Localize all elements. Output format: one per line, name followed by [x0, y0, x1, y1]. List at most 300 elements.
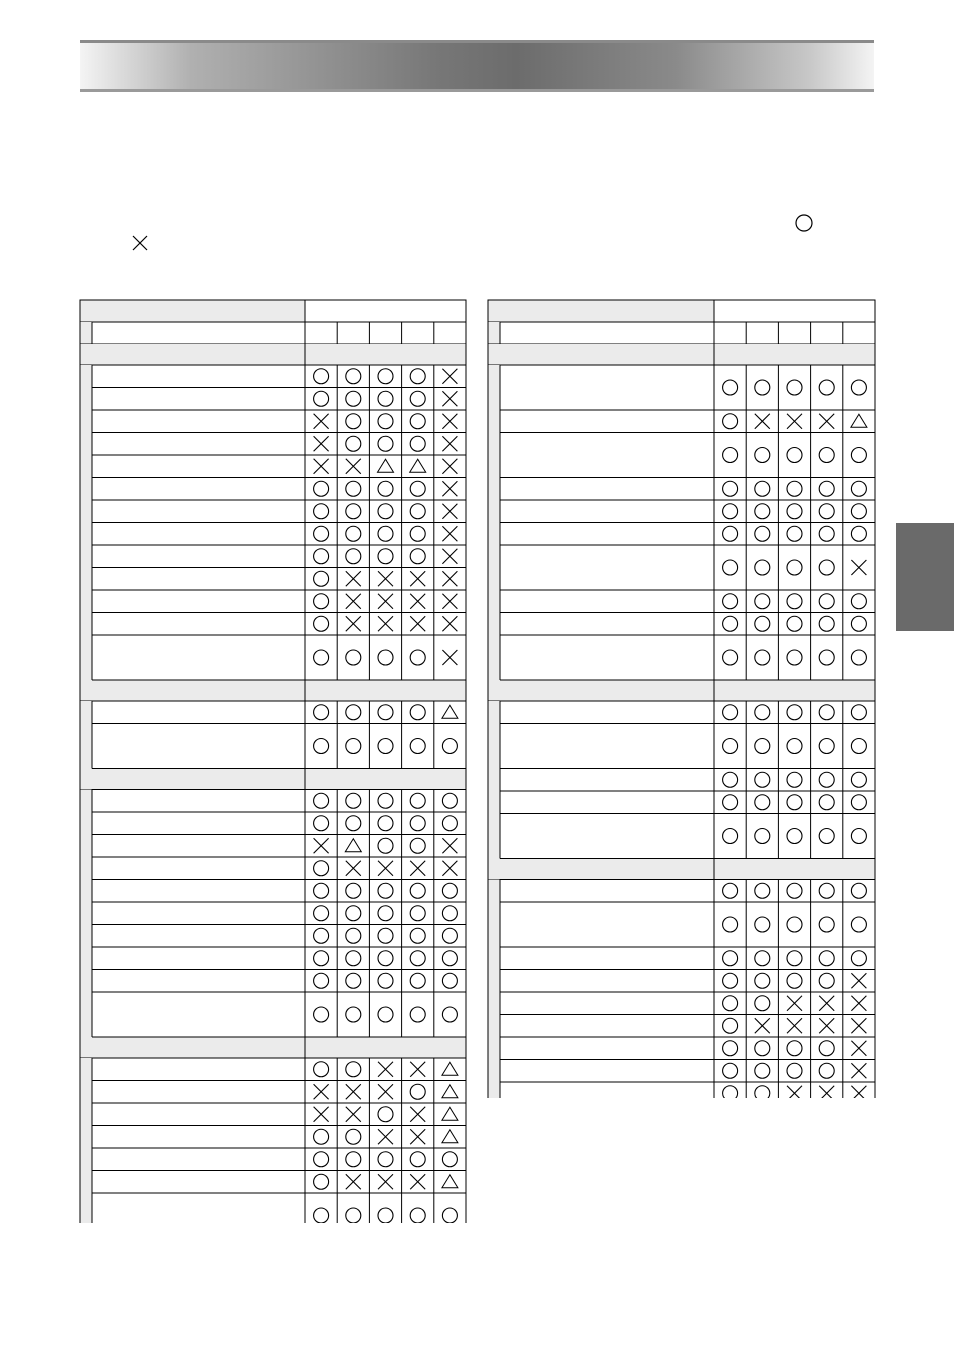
mark-circle-icon: [378, 973, 393, 988]
table-row: [500, 635, 875, 680]
row-label-cell: [500, 1082, 714, 1098]
table-row: [500, 590, 875, 613]
mark-circle-icon: [819, 526, 834, 541]
row-label-cell: [92, 388, 305, 411]
mark-circle-icon: [346, 1007, 361, 1022]
mark-circle-icon: [819, 973, 834, 988]
mark-circle-icon: [755, 594, 770, 609]
mark-circle-icon: [378, 391, 393, 406]
mark-cross-icon: [378, 1062, 393, 1077]
mark-circle-icon: [819, 560, 834, 575]
mark-circle-icon: [755, 883, 770, 898]
mark-circle-icon: [787, 650, 802, 665]
table-row: [500, 500, 875, 523]
mark-circle-icon: [346, 436, 361, 451]
section-header-band: [80, 680, 466, 701]
table-row: [500, 947, 875, 970]
row-label-cell: [92, 947, 305, 970]
mark-circle-icon: [723, 917, 738, 932]
mark-circle-icon: [410, 816, 425, 831]
mark-circle-icon: [314, 549, 329, 564]
mark-circle-icon: [346, 883, 361, 898]
mark-circle-icon: [723, 996, 738, 1011]
table-row: [500, 814, 875, 859]
table-row: [92, 701, 466, 724]
mark-circle-icon: [723, 560, 738, 575]
mark-circle-icon: [410, 650, 425, 665]
mark-circle-icon: [755, 650, 770, 665]
mark-circle-icon: [410, 793, 425, 808]
mark-circle-icon: [851, 650, 866, 665]
mark-circle-icon: [723, 1063, 738, 1078]
mark-circle-icon: [410, 928, 425, 943]
mark-triangle-icon: [378, 459, 394, 472]
mark-cross-icon: [442, 861, 457, 876]
mark-cross-icon: [851, 560, 866, 575]
mark-triangle-icon: [442, 1085, 458, 1098]
mark-cross-icon: [346, 459, 361, 474]
table-row: [500, 478, 875, 501]
mark-circle-icon: [819, 616, 834, 631]
mark-circle-icon: [787, 1063, 802, 1078]
mark-cross-icon: [410, 1174, 425, 1189]
row-label-cell: [92, 724, 305, 769]
mark-cross-icon: [787, 1086, 802, 1098]
mark-circle-icon: [442, 1007, 457, 1022]
mark-circle-icon: [819, 917, 834, 932]
mark-circle-icon: [378, 906, 393, 921]
mark-circle-icon: [314, 928, 329, 943]
row-label-cell: [500, 769, 714, 792]
table-row: [92, 1058, 466, 1081]
mark-circle-icon: [755, 1086, 770, 1098]
mark-circle-icon: [346, 369, 361, 384]
mark-circle-icon: [442, 973, 457, 988]
row-label-cell: [500, 970, 714, 993]
mark-circle-icon: [378, 793, 393, 808]
row-label-cell: [500, 701, 714, 724]
section-header-band: [80, 1037, 466, 1058]
mark-circle-icon: [314, 481, 329, 496]
row-label-cell: [92, 478, 305, 501]
mark-circle-icon: [314, 504, 329, 519]
mark-circle-icon: [851, 504, 866, 519]
mark-circle-icon: [723, 481, 738, 496]
row-label-cell: [92, 410, 305, 433]
row-label-cell: [500, 523, 714, 546]
mark-circle-icon: [723, 829, 738, 844]
mark-triangle-icon: [442, 1175, 458, 1188]
table-row: [92, 478, 466, 501]
compatibility-table-right: [487, 299, 876, 1098]
row-label-cell: [500, 433, 714, 478]
mark-circle-icon: [787, 504, 802, 519]
mark-circle-icon: [755, 1063, 770, 1078]
row-label-cell: [92, 1171, 305, 1194]
mark-circle-icon: [410, 705, 425, 720]
mark-circle-icon: [410, 504, 425, 519]
mark-circle-icon: [851, 917, 866, 932]
table-row: [92, 1148, 466, 1171]
mark-circle-icon: [787, 1041, 802, 1056]
section-header-band: [80, 344, 466, 365]
mark-circle-icon: [755, 829, 770, 844]
mark-triangle-icon: [442, 1062, 458, 1075]
mark-circle-icon: [378, 1007, 393, 1022]
mark-circle-icon: [755, 951, 770, 966]
mark-triangle-icon: [442, 1130, 458, 1143]
mark-circle-icon: [378, 1208, 393, 1223]
mark-circle-icon: [787, 616, 802, 631]
mark-circle-icon: [346, 793, 361, 808]
table-row: [92, 1081, 466, 1104]
mark-circle-icon: [346, 650, 361, 665]
mark-circle-icon: [314, 391, 329, 406]
row-label-cell: [92, 523, 305, 546]
mark-circle-icon: [346, 549, 361, 564]
mark-cross-icon: [410, 616, 425, 631]
mark-circle-icon: [723, 739, 738, 754]
row-label-cell: [500, 500, 714, 523]
mark-circle-icon: [819, 594, 834, 609]
row-label-cell: [500, 947, 714, 970]
row-label-cell: [500, 1015, 714, 1038]
mark-circle-icon: [755, 917, 770, 932]
mark-cross-icon: [787, 414, 802, 429]
mark-cross-icon: [819, 996, 834, 1011]
row-label-cell: [500, 478, 714, 501]
mark-circle-icon: [378, 816, 393, 831]
mark-circle-icon: [442, 1208, 457, 1223]
header-label-cell: [488, 300, 714, 322]
mark-circle-icon: [723, 1018, 738, 1033]
mark-circle-icon: [723, 650, 738, 665]
mark-circle-icon: [723, 772, 738, 787]
mark-circle-icon: [851, 380, 866, 395]
mark-circle-icon: [755, 1041, 770, 1056]
mark-circle-icon: [787, 739, 802, 754]
mark-circle-icon: [723, 883, 738, 898]
table-row: [92, 545, 466, 568]
mark-cross-icon: [346, 1107, 361, 1122]
mark-cross-icon: [755, 414, 770, 429]
mark-circle-icon: [314, 705, 329, 720]
row-label-cell: [92, 812, 305, 835]
mark-cross-icon: [851, 1063, 866, 1078]
mark-cross-icon: [442, 504, 457, 519]
row-label-cell: [92, 500, 305, 523]
table-row: [500, 970, 875, 993]
table-row: [92, 1126, 466, 1149]
row-label-cell: [92, 365, 305, 388]
mark-circle-icon: [410, 549, 425, 564]
table-row: [92, 947, 466, 970]
row-label-cell: [500, 590, 714, 613]
mark-cross-icon: [346, 1084, 361, 1099]
mark-circle-icon: [819, 829, 834, 844]
mark-cross-icon: [442, 549, 457, 564]
table-row: [92, 590, 466, 613]
mark-circle-icon: [314, 861, 329, 876]
table-row: [92, 455, 466, 478]
table-row: [92, 812, 466, 835]
table-row: [500, 1015, 875, 1038]
table-row: [92, 500, 466, 523]
mark-triangle-icon: [442, 705, 458, 718]
mark-circle-icon: [723, 380, 738, 395]
mark-circle-icon: [723, 526, 738, 541]
mark-circle-icon: [442, 816, 457, 831]
mark-circle-icon: [378, 1152, 393, 1167]
table-row: [92, 568, 466, 591]
mark-circle-icon: [787, 705, 802, 720]
mark-circle-icon: [314, 616, 329, 631]
table-row: [500, 769, 875, 792]
mark-circle-icon: [819, 739, 834, 754]
mark-cross-icon: [378, 1084, 393, 1099]
mark-circle-icon: [787, 951, 802, 966]
mark-cross-icon: [410, 1129, 425, 1144]
mark-circle-icon: [755, 772, 770, 787]
table-border: [80, 300, 466, 1223]
row-label-cell: [500, 410, 714, 433]
mark-circle-icon: [314, 369, 329, 384]
mark-circle-icon: [819, 883, 834, 898]
mark-cross-icon: [851, 1086, 866, 1098]
row-label-cell: [92, 701, 305, 724]
mark-cross-icon: [378, 616, 393, 631]
mark-circle-icon: [314, 1174, 329, 1189]
mark-circle-icon: [314, 973, 329, 988]
row-label-cell: [92, 635, 305, 680]
mark-circle-icon: [819, 951, 834, 966]
mark-circle-icon: [346, 973, 361, 988]
row-label-cell: [500, 1060, 714, 1083]
mark-circle-icon: [410, 414, 425, 429]
mark-circle-icon: [314, 1007, 329, 1022]
mark-cross-icon: [378, 861, 393, 876]
mark-cross-icon: [410, 594, 425, 609]
mark-circle-icon: [378, 549, 393, 564]
mark-cross-icon: [346, 616, 361, 631]
mark-circle-icon: [346, 1129, 361, 1144]
mark-circle-icon: [346, 951, 361, 966]
mark-circle-icon: [314, 1208, 329, 1223]
mark-cross-icon: [442, 436, 457, 451]
mark-circle-icon: [851, 829, 866, 844]
mark-cross-icon: [851, 996, 866, 1011]
mark-circle-icon: [410, 1007, 425, 1022]
mark-circle-icon: [787, 526, 802, 541]
mark-circle-icon: [787, 973, 802, 988]
table-row: [92, 925, 466, 948]
row-label-cell: [92, 455, 305, 478]
mark-circle-icon: [346, 928, 361, 943]
table-row: [92, 790, 466, 813]
mark-circle-icon: [755, 380, 770, 395]
mark-cross-icon: [442, 838, 457, 853]
table-row: [92, 1103, 466, 1126]
table-row: [92, 724, 466, 769]
table-row: [500, 902, 875, 947]
mark-circle-icon: [378, 504, 393, 519]
mark-circle-icon: [755, 973, 770, 988]
table-row: [500, 523, 875, 546]
mark-circle-icon: [851, 951, 866, 966]
row-label-cell: [92, 992, 305, 1037]
mark-circle-icon: [723, 616, 738, 631]
mark-cross-icon: [442, 526, 457, 541]
mark-circle-icon: [819, 504, 834, 519]
mark-circle-icon: [346, 1062, 361, 1077]
row-label-cell: [500, 992, 714, 1015]
mark-cross-icon: [314, 838, 329, 853]
mark-circle-icon: [378, 1107, 393, 1122]
mark-circle-icon: [442, 928, 457, 943]
mark-circle-icon: [314, 1129, 329, 1144]
mark-cross-icon: [442, 571, 457, 586]
row-label-cell: [92, 433, 305, 456]
mark-circle-icon: [378, 650, 393, 665]
table-row: [92, 1193, 466, 1223]
mark-circle-icon: [787, 795, 802, 810]
mark-cross-icon: [819, 414, 834, 429]
mark-cross-icon: [755, 1018, 770, 1033]
table-row: [92, 857, 466, 880]
mark-triangle-icon: [345, 839, 361, 852]
row-label-cell: [500, 814, 714, 859]
mark-circle-icon: [755, 560, 770, 575]
row-label-cell: [92, 925, 305, 948]
table-row: [92, 902, 466, 925]
mark-circle-icon: [723, 1086, 738, 1098]
mark-circle-icon: [378, 414, 393, 429]
mark-circle-icon: [314, 1152, 329, 1167]
table-row: [92, 635, 466, 680]
row-label-cell: [92, 545, 305, 568]
mark-circle-icon: [851, 448, 866, 463]
mark-cross-icon: [787, 996, 802, 1011]
mark-triangle-icon: [851, 414, 867, 427]
row-label-cell: [500, 365, 714, 410]
row-label-cell: [92, 1058, 305, 1081]
mark-cross-icon: [442, 459, 457, 474]
mark-cross-icon: [819, 1086, 834, 1098]
row-label-cell: [92, 1103, 305, 1126]
row-label-cell: [92, 1193, 305, 1223]
row-label-cell: [92, 902, 305, 925]
mark-circle-icon: [410, 838, 425, 853]
mark-circle-icon: [410, 1084, 425, 1099]
mark-cross-icon: [410, 861, 425, 876]
mark-cross-icon: [851, 1018, 866, 1033]
mark-circle-icon: [787, 917, 802, 932]
mark-circle-icon: [410, 1152, 425, 1167]
section-header-band: [80, 769, 466, 790]
mark-triangle-icon: [410, 459, 426, 472]
mark-cross-icon: [819, 1018, 834, 1033]
table-row: [500, 701, 875, 724]
row-label-cell: [92, 835, 305, 858]
table-row: [92, 523, 466, 546]
mark-circle-icon: [723, 594, 738, 609]
mark-circle-icon: [314, 571, 329, 586]
table-row: [500, 545, 875, 590]
mark-circle-icon: [851, 526, 866, 541]
mark-cross-icon: [442, 481, 457, 496]
row-label-cell: [500, 724, 714, 769]
row-label-cell: [500, 902, 714, 947]
table-row: [500, 365, 875, 410]
page-header-band: [80, 40, 874, 92]
mark-circle-icon: [346, 705, 361, 720]
table-row: [92, 835, 466, 858]
mark-circle-icon: [787, 594, 802, 609]
mark-circle-icon: [755, 481, 770, 496]
mark-circle-icon: [787, 380, 802, 395]
mark-circle-icon: [755, 739, 770, 754]
mark-cross-icon: [442, 391, 457, 406]
row-label-cell: [500, 791, 714, 814]
mark-circle-icon: [755, 616, 770, 631]
legend-circle-icon: [794, 213, 814, 233]
row-label-cell: [92, 970, 305, 993]
mark-circle-icon: [755, 795, 770, 810]
mark-circle-icon: [819, 448, 834, 463]
mark-cross-icon: [346, 571, 361, 586]
mark-circle-icon: [410, 526, 425, 541]
mark-circle-icon: [819, 772, 834, 787]
row-label-cell: [500, 613, 714, 636]
mark-cross-icon: [314, 1107, 329, 1122]
mark-circle-icon: [410, 951, 425, 966]
section-header-band: [488, 680, 875, 701]
section-header-band: [488, 859, 875, 880]
row-label-cell: [500, 635, 714, 680]
mark-cross-icon: [442, 650, 457, 665]
table-row: [500, 791, 875, 814]
table-row: [500, 433, 875, 478]
mark-cross-icon: [378, 571, 393, 586]
mark-circle-icon: [346, 816, 361, 831]
row-label-cell: [92, 613, 305, 636]
table-row: [92, 1171, 466, 1194]
mark-circle-icon: [346, 739, 361, 754]
mark-circle-icon: [723, 973, 738, 988]
mark-cross-icon: [410, 571, 425, 586]
mark-circle-icon: [410, 973, 425, 988]
mark-circle-icon: [346, 481, 361, 496]
mark-circle-icon: [410, 369, 425, 384]
mark-circle-icon: [442, 883, 457, 898]
mark-circle-icon: [346, 414, 361, 429]
table-row: [92, 613, 466, 636]
mark-cross-icon: [851, 973, 866, 988]
mark-circle-icon: [378, 705, 393, 720]
mark-circle-icon: [314, 526, 329, 541]
mark-cross-icon: [378, 594, 393, 609]
row-label-cell: [500, 545, 714, 590]
compatibility-table-left: [79, 299, 467, 1223]
mark-circle-icon: [851, 795, 866, 810]
mark-cross-icon: [378, 1174, 393, 1189]
mark-circle-icon: [314, 739, 329, 754]
mark-circle-icon: [723, 795, 738, 810]
mark-cross-icon: [410, 1107, 425, 1122]
row-label-cell: [500, 1037, 714, 1060]
table-row: [92, 410, 466, 433]
mark-cross-icon: [442, 616, 457, 631]
